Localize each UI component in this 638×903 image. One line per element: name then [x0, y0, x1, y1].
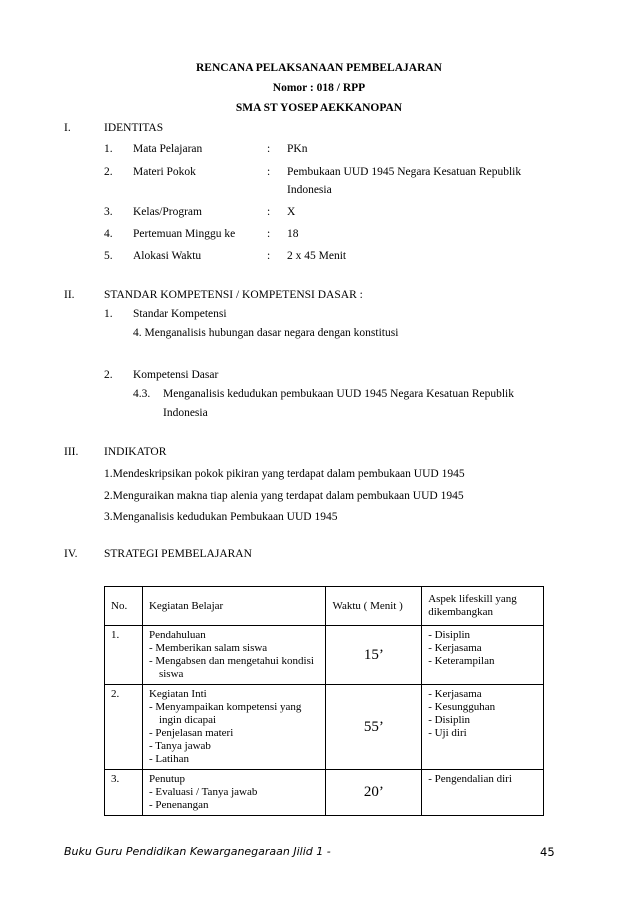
row-waktu: 20’: [326, 770, 422, 816]
section-number-4: IV.: [64, 548, 78, 560]
kegiatan-sublist: [149, 701, 320, 766]
row-waktu: 55’: [326, 685, 422, 770]
kompetensi-dasar-no: 2.: [104, 369, 113, 381]
identitas-value: PKn: [287, 143, 308, 155]
identitas-colon: :: [267, 206, 271, 218]
identitas-colon: :: [267, 228, 271, 240]
section-title-standar: STANDAR KOMPETENSI / KOMPETENSI DASAR :: [104, 289, 363, 301]
indikator-item: 2.Menguraikan makna tiap alenia yang terdapat dalam pembukaan UUD 1945: [104, 490, 464, 502]
identitas-no: 1.: [104, 143, 113, 155]
kompetensi-dasar-label: Kompetensi Dasar: [133, 369, 219, 381]
row-waktu: 15’: [326, 626, 422, 685]
indikator-item: 1.Mendeskripsikan pokok pikiran yang terdapat dalam pembukaan UUD 1945: [104, 468, 465, 480]
list-item: - Pengendalian diri: [428, 773, 537, 786]
kompetensi-dasar-item-no: 4.3.: [133, 388, 151, 400]
row-aspek: [422, 770, 544, 816]
list-item: - Tanya jawab: [149, 740, 320, 753]
list-item: - Kerjasama: [428, 642, 537, 655]
list-item: - Uji diri: [428, 727, 537, 740]
identitas-colon: :: [267, 143, 271, 155]
row-kegiatan: [142, 685, 326, 770]
list-item: - Mengabsen dan mengetahui kondisi siswa: [149, 655, 320, 681]
identitas-label: Pertemuan Minggu ke: [133, 228, 236, 240]
kegiatan-title: Pendahuluan: [148, 629, 206, 641]
standar-kompetensi-item: 4. Menganalisis hubungan dasar negara dengan konstitusi: [133, 327, 399, 339]
table-row: [105, 770, 544, 816]
section-number-3: III.: [64, 446, 79, 458]
identitas-label: Mata Pelajaran: [133, 143, 203, 155]
section-number-2: II.: [64, 289, 75, 301]
identitas-no: 5.: [104, 250, 113, 262]
footer-book-title: Buku Guru Pendidikan Kewarganegaraan Jilid 1 -: [64, 845, 331, 858]
row-no: 1.: [105, 626, 143, 685]
standar-kompetensi-no: 1.: [104, 308, 113, 320]
header-no: No.: [105, 587, 143, 626]
identitas-no: 4.: [104, 228, 113, 240]
identitas-value: 2 x 45 Menit: [287, 250, 347, 262]
header-kegiatan: Kegiatan Belajar: [142, 587, 326, 626]
table-row: [105, 685, 544, 770]
row-kegiatan: [142, 770, 326, 816]
page-number: 45: [540, 845, 555, 859]
list-item: - Keterampilan: [428, 655, 537, 668]
row-aspek: [422, 626, 544, 685]
section-title-indikator: INDIKATOR: [104, 446, 167, 458]
list-item: - Menyampaikan kompetensi yang ingin dicapai: [149, 701, 320, 727]
document-title: RENCANA PELAKSANAAN PEMBELAJARAN: [196, 62, 442, 74]
identitas-label: Materi Pokok: [133, 166, 196, 178]
indikator-item: 3.Menganalisis kedudukan Pembukaan UUD 1945: [104, 511, 338, 523]
table-header-row: [105, 587, 544, 626]
row-no: 2.: [105, 685, 143, 770]
kegiatan-title: Kegiatan Inti: [148, 688, 207, 700]
identitas-colon: :: [267, 250, 271, 262]
list-item: - Kerjasama: [428, 688, 537, 701]
identitas-colon: :: [267, 166, 271, 178]
kompetensi-dasar-item-text: Menganalisis kedudukan pembukaan UUD 1945 Negara Kesatuan Republik: [163, 388, 514, 400]
row-aspek: [422, 685, 544, 770]
kegiatan-sublist: [149, 786, 320, 812]
list-item: - Disiplin: [428, 714, 537, 727]
kegiatan-sublist: [149, 642, 320, 681]
section-title-strategi: STRATEGI PEMBELAJARAN: [104, 548, 252, 560]
list-item: - Latihan: [149, 753, 320, 766]
aspek-list: [428, 773, 537, 786]
strategy-table: [104, 586, 544, 816]
header-aspek: Aspek lifeskill yang dikembangkan: [422, 587, 544, 626]
list-item: - Memberikan salam siswa: [149, 642, 320, 655]
list-item: - Penjelasan materi: [149, 727, 320, 740]
kegiatan-title: Penutup: [148, 773, 186, 785]
standar-kompetensi-label: Standar Kompetensi: [133, 308, 227, 320]
row-kegiatan: [142, 626, 326, 685]
document-number: Nomor : 018 / RPP: [272, 82, 366, 94]
identitas-label: Kelas/Program: [133, 206, 202, 218]
identitas-no: 2.: [104, 166, 113, 178]
kompetensi-dasar-item-text-continued: Indonesia: [163, 407, 208, 419]
school-name: SMA ST YOSEP AEKKANOPAN: [235, 102, 403, 114]
list-item: - Kesungguhan: [428, 701, 537, 714]
identitas-value: 18: [287, 228, 299, 240]
identitas-no: 3.: [104, 206, 113, 218]
section-number-1: I.: [64, 122, 71, 134]
identitas-label: Alokasi Waktu: [133, 250, 202, 262]
identitas-value: X: [287, 206, 296, 218]
row-no: 3.: [105, 770, 143, 816]
header-waktu: Waktu ( Menit ): [326, 587, 422, 626]
table-row: [105, 626, 544, 685]
aspek-list: [428, 688, 537, 740]
identitas-value: Pembukaan UUD 1945 Negara Kesatuan Republik: [287, 166, 522, 178]
section-title-identitas: IDENTITAS: [104, 122, 164, 134]
list-item: - Penenangan: [149, 799, 320, 812]
list-item: - Disiplin: [428, 629, 537, 642]
list-item: - Evaluasi / Tanya jawab: [149, 786, 320, 799]
identitas-value-continued: Indonesia: [287, 184, 332, 196]
aspek-list: [428, 629, 537, 668]
